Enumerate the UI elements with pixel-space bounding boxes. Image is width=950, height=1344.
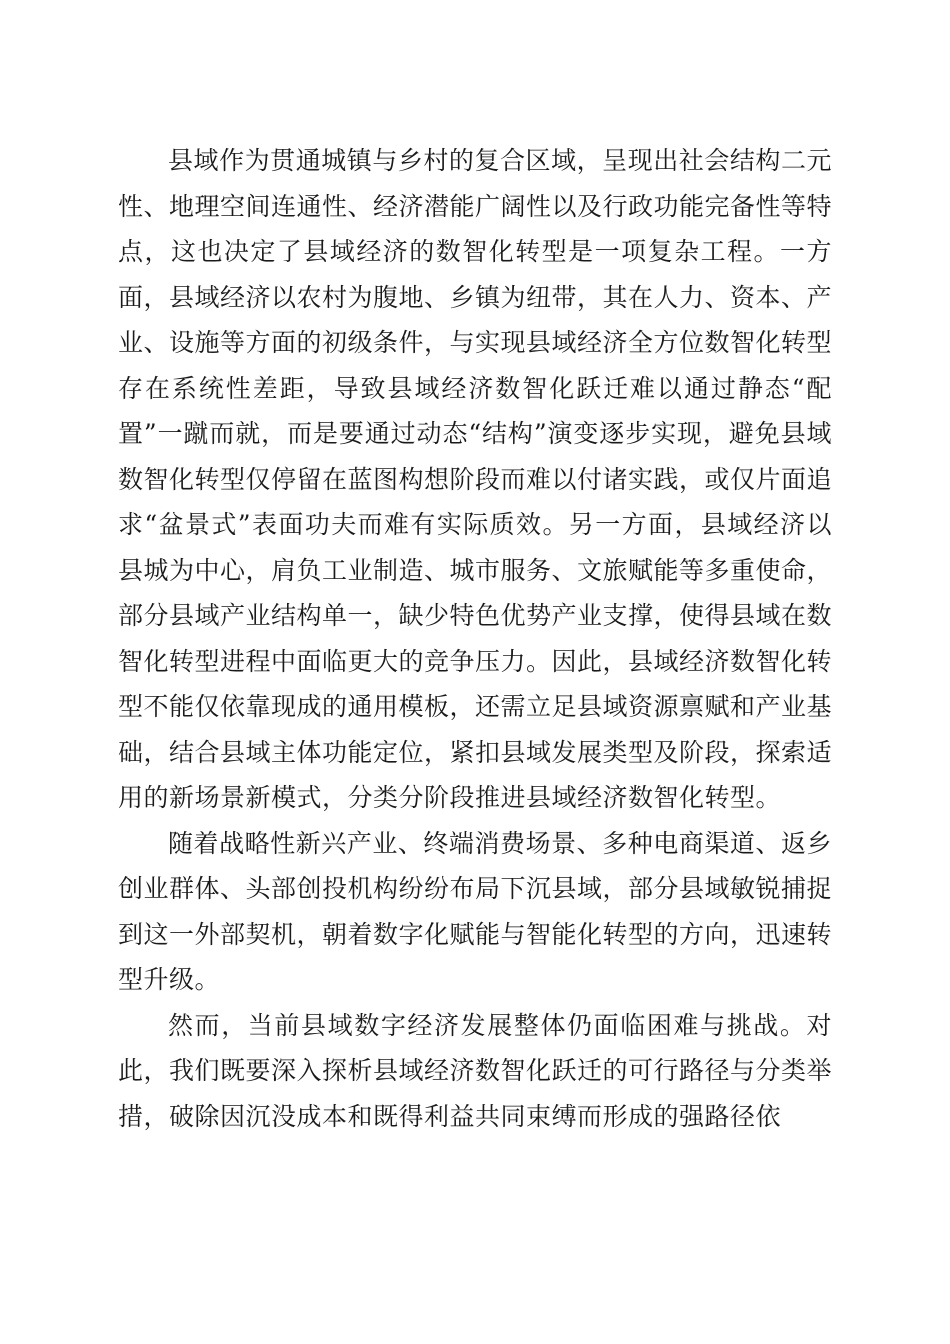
paragraph-2: 随着战略性新兴产业、终端消费场景、多种电商渠道、返乡创业群体、头部创投机构纷纷布局下沉县域，部分县域敏锐捕捉到这一外部契机，朝着数字化赋能与智能化转型的方向，迅速转型升级。 bbox=[118, 828, 833, 994]
paragraph-1: 县域作为贯通城镇与乡村的复合区域，呈现出社会结构二元性、地理空间连通性、经济潜能广阔性以及行政功能完备性等特点，这也决定了县域经济的数智化转型是一项复杂工程。一方面，县域经济以农村为腹地、乡镇为纽带，其在人力、资本、产业、设施等方面的初级条件，与实现县域经济全方位数智化转型存在系统性差距，导致县域经济数智化跃迁难以通过静态“配置”一蹴而就，而是要通过动态“结构”演变逐步实现，避免县域数智化转型仅停留在蓝图构想阶段而难以付诸实践，或仅片面追求“盆景式”表面功夫而难有实际质效。另一方面，县域经济以县城为中心，肩负工业制造、城市服务、文旅赋能等多重使命，部分县域产业结构单一，缺少特色优势产业支撑，使得县域在数智化转型进程中面临更大的竞争压力。因此，县域经济数智化转型不能仅依靠现成的通用模板，还需立足县域资源禀赋和产业基础，结合县域主体功能定位，紧扣县域发展类型及阶段，探索适用的新场景新模式，分类分阶段推进县域经济数智化转型。 bbox=[118, 146, 833, 812]
body-text bbox=[118, 138, 832, 1139]
paragraph-3: 然而，当前县域数字经济发展整体仍面临困难与挑战。对此，我们既要深入探析县域经济数智化跃迁的可行路径与分类举措，破除因沉没成本和既得利益共同束缚而形成的强路径依 bbox=[118, 1010, 833, 1131]
